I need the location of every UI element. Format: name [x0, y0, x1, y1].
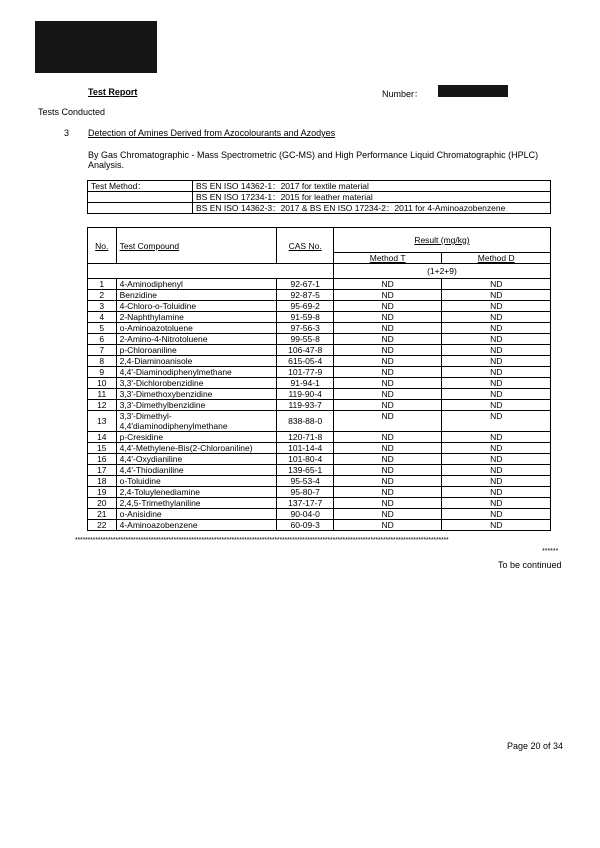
row-no: 21	[88, 509, 117, 520]
test-index: 3	[64, 128, 70, 138]
row-compound: o-Toluidine	[116, 476, 277, 487]
row-method-t: ND	[333, 356, 442, 367]
row-compound: o-Aminoazotoluene	[116, 323, 277, 334]
row-compound: 4,4'-Thiodianiline	[116, 465, 277, 476]
row-compound: p-Cresidine	[116, 432, 277, 443]
row-compound: 3,3'-Dichlorobenzidine	[116, 378, 277, 389]
row-no: 1	[88, 279, 117, 290]
row-method-d: ND	[442, 498, 551, 509]
row-no: 2	[88, 290, 117, 301]
row-method-d: ND	[442, 400, 551, 411]
row-no: 20	[88, 498, 117, 509]
table-row	[88, 487, 551, 498]
results-body	[88, 279, 551, 531]
row-cas: 95-80-7	[277, 487, 333, 498]
row-method-t: ND	[333, 498, 442, 509]
row-no: 12	[88, 400, 117, 411]
header-compound: Test Compound	[119, 240, 180, 251]
sample-id: (1+2+9)	[333, 264, 550, 279]
row-cas: 97-56-3	[277, 323, 333, 334]
row-method-d: ND	[442, 279, 551, 290]
to-be-continued: To be continued	[498, 560, 562, 570]
table-row	[88, 520, 551, 531]
table-row	[88, 378, 551, 389]
row-no: 4	[88, 312, 117, 323]
row-cas: 139-65-1	[277, 465, 333, 476]
row-compound: 3,3'-Dimethylbenzidine	[116, 400, 277, 411]
row-method-d: ND	[442, 345, 551, 356]
test-title: Detection of Amines Derived from Azocolourants and Azodyes	[88, 128, 336, 138]
table-row	[88, 312, 551, 323]
row-method-t: ND	[333, 520, 442, 531]
row-method-d: ND	[442, 465, 551, 476]
end-stars: ******	[542, 548, 559, 555]
row-compound: p-Chloroaniline	[116, 345, 277, 356]
row-method-d: ND	[442, 509, 551, 520]
row-method-d: ND	[442, 334, 551, 345]
results-header-row	[88, 228, 551, 253]
table-row	[88, 301, 551, 312]
table-row	[88, 323, 551, 334]
row-cas: 101-14-4	[277, 443, 333, 454]
table-row	[88, 367, 551, 378]
row-method-d: ND	[442, 432, 551, 443]
row-method-d: ND	[442, 290, 551, 301]
row-cas: 92-87-5	[277, 290, 333, 301]
row-compound: 2-Naphthylamine	[116, 312, 277, 323]
row-method-t: ND	[333, 323, 442, 334]
header-result: Result (mg/kg)	[414, 235, 470, 245]
row-method-d: ND	[442, 323, 551, 334]
row-compound: 2,4-Toluylenediamine	[116, 487, 277, 498]
table-row	[88, 345, 551, 356]
row-compound: Benzidine	[116, 290, 277, 301]
table-row	[88, 443, 551, 454]
row-compound	[116, 411, 277, 432]
number-label: Number：	[382, 89, 424, 99]
row-no: 22	[88, 520, 117, 531]
row-no: 5	[88, 323, 117, 334]
row-cas: 838-88-0	[277, 411, 333, 432]
row-method-d: ND	[442, 476, 551, 487]
row-no: 8	[88, 356, 117, 367]
table-row	[88, 389, 551, 400]
row-method-t: ND	[333, 400, 442, 411]
row-no: 15	[88, 443, 117, 454]
method-label-empty	[88, 192, 193, 203]
row-method-t: ND	[333, 465, 442, 476]
row-method-d: ND	[442, 356, 551, 367]
row-no: 9	[88, 367, 117, 378]
row-no: 13	[88, 411, 117, 432]
row-cas: 101-77-9	[277, 367, 333, 378]
method-row	[88, 181, 551, 192]
method-item: BS EN ISO 14362-3：2017 & BS EN ISO 17234-2：2011 for 4-Aminoazobenzene	[193, 203, 551, 214]
row-cas: 95-53-4	[277, 476, 333, 487]
row-cas: 91-59-8	[277, 312, 333, 323]
method-item: BS EN ISO 17234-1：2015 for leather material	[193, 192, 551, 203]
row-no: 11	[88, 389, 117, 400]
row-method-d: ND	[442, 389, 551, 400]
row-cas: 120-71-8	[277, 432, 333, 443]
row-method-d: ND	[442, 367, 551, 378]
row-method-d: ND	[442, 443, 551, 454]
header-method-d: Method D	[477, 253, 515, 263]
row-compound: 2-Amino-4-Nitrotoluene	[116, 334, 277, 345]
row-cas: 90-04-0	[277, 509, 333, 520]
row-cas: 137-17-7	[277, 498, 333, 509]
header-cas: CAS No.	[288, 240, 322, 251]
row-cas: 60-09-3	[277, 520, 333, 531]
results-table	[87, 227, 551, 531]
row-method-t: ND	[333, 389, 442, 400]
table-row	[88, 411, 551, 432]
row-method-d: ND	[442, 520, 551, 531]
row-cas: 106-47-8	[277, 345, 333, 356]
row-compound: 4,4'-Oxydianiline	[116, 454, 277, 465]
method-item: BS EN ISO 14362-1：2017 for textile material	[193, 181, 551, 192]
row-method-t: ND	[333, 454, 442, 465]
header-no: No.	[95, 240, 109, 251]
row-no: 16	[88, 454, 117, 465]
header-method-t: Method T	[369, 253, 406, 263]
report-title: Test Report	[88, 87, 138, 97]
table-row	[88, 476, 551, 487]
row-method-t: ND	[333, 334, 442, 345]
test-description-line2: Analysis.	[88, 160, 125, 170]
row-cas: 95-69-2	[277, 301, 333, 312]
row-cas: 119-90-4	[277, 389, 333, 400]
table-row	[88, 334, 551, 345]
row-method-d: ND	[442, 454, 551, 465]
row-method-t: ND	[333, 476, 442, 487]
row-no: 18	[88, 476, 117, 487]
row-method-t: ND	[333, 345, 442, 356]
table-row	[88, 279, 551, 290]
row-method-t: ND	[333, 432, 442, 443]
method-label-empty	[88, 203, 193, 214]
table-row	[88, 454, 551, 465]
row-compound: 4,4'-Methylene-Bis(2-Chloroaniline)	[116, 443, 277, 454]
row-no: 17	[88, 465, 117, 476]
section-label: Tests Conducted	[38, 107, 106, 117]
row-method-d: ND	[442, 301, 551, 312]
page-number: Page 20 of 34	[507, 741, 564, 751]
row-cas: 99-55-8	[277, 334, 333, 345]
row-no: 10	[88, 378, 117, 389]
row-compound: 2,4-Diaminoanisole	[116, 356, 277, 367]
separator-line: ****************************************************************************************************************************************************	[75, 537, 449, 544]
company-logo	[35, 21, 157, 73]
row-compound: 3,3'-Dimethoxybenzidine	[116, 389, 277, 400]
report-number-redacted	[438, 85, 508, 97]
row-cas: 92-67-1	[277, 279, 333, 290]
row-method-t: ND	[333, 509, 442, 520]
row-compound: 4-Chloro-o-Toluidine	[116, 301, 277, 312]
row-no: 3	[88, 301, 117, 312]
row-no: 14	[88, 432, 117, 443]
row-method-t: ND	[333, 378, 442, 389]
table-row	[88, 356, 551, 367]
row-no: 6	[88, 334, 117, 345]
test-description-line1: By Gas Chromatographic - Mass Spectrometric (GC-MS) and High Performance Liquid Chromatographic (HPLC)	[88, 150, 539, 160]
table-row	[88, 465, 551, 476]
sample-spacer	[88, 264, 334, 279]
row-method-t: ND	[333, 290, 442, 301]
method-row	[88, 192, 551, 203]
method-row	[88, 203, 551, 214]
row-cas: 119-93-7	[277, 400, 333, 411]
row-compound: o-Anisidine	[116, 509, 277, 520]
row-compound-line1: 3,3'-Dimethyl-	[119, 411, 172, 421]
row-method-t: ND	[333, 279, 442, 290]
test-method-table	[87, 180, 551, 214]
row-method-d: ND	[442, 487, 551, 498]
row-method-t: ND	[333, 367, 442, 378]
row-method-d: ND	[442, 411, 551, 432]
row-cas: 101-80-4	[277, 454, 333, 465]
method-label: Test Method：	[88, 181, 193, 192]
row-method-t: ND	[333, 301, 442, 312]
row-method-d: ND	[442, 378, 551, 389]
row-compound: 4,4'-Diaminodiphenylmethane	[116, 367, 277, 378]
row-no: 7	[88, 345, 117, 356]
row-compound: 4-Aminoazobenzene	[116, 520, 277, 531]
table-row	[88, 498, 551, 509]
row-cas: 91-94-1	[277, 378, 333, 389]
row-no: 19	[88, 487, 117, 498]
row-method-t: ND	[333, 487, 442, 498]
row-compound: 2,4,5-Trimethylaniline	[116, 498, 277, 509]
row-compound: 4-Aminodiphenyl	[116, 279, 277, 290]
table-row	[88, 509, 551, 520]
row-method-d: ND	[442, 312, 551, 323]
table-row	[88, 290, 551, 301]
row-compound-line2: 4,4'diaminodiphenylmethane	[119, 421, 228, 431]
table-row	[88, 432, 551, 443]
row-method-t: ND	[333, 411, 442, 432]
row-method-t: ND	[333, 443, 442, 454]
row-cas: 615-05-4	[277, 356, 333, 367]
results-sample-row	[88, 264, 551, 279]
table-row	[88, 400, 551, 411]
row-method-t: ND	[333, 312, 442, 323]
